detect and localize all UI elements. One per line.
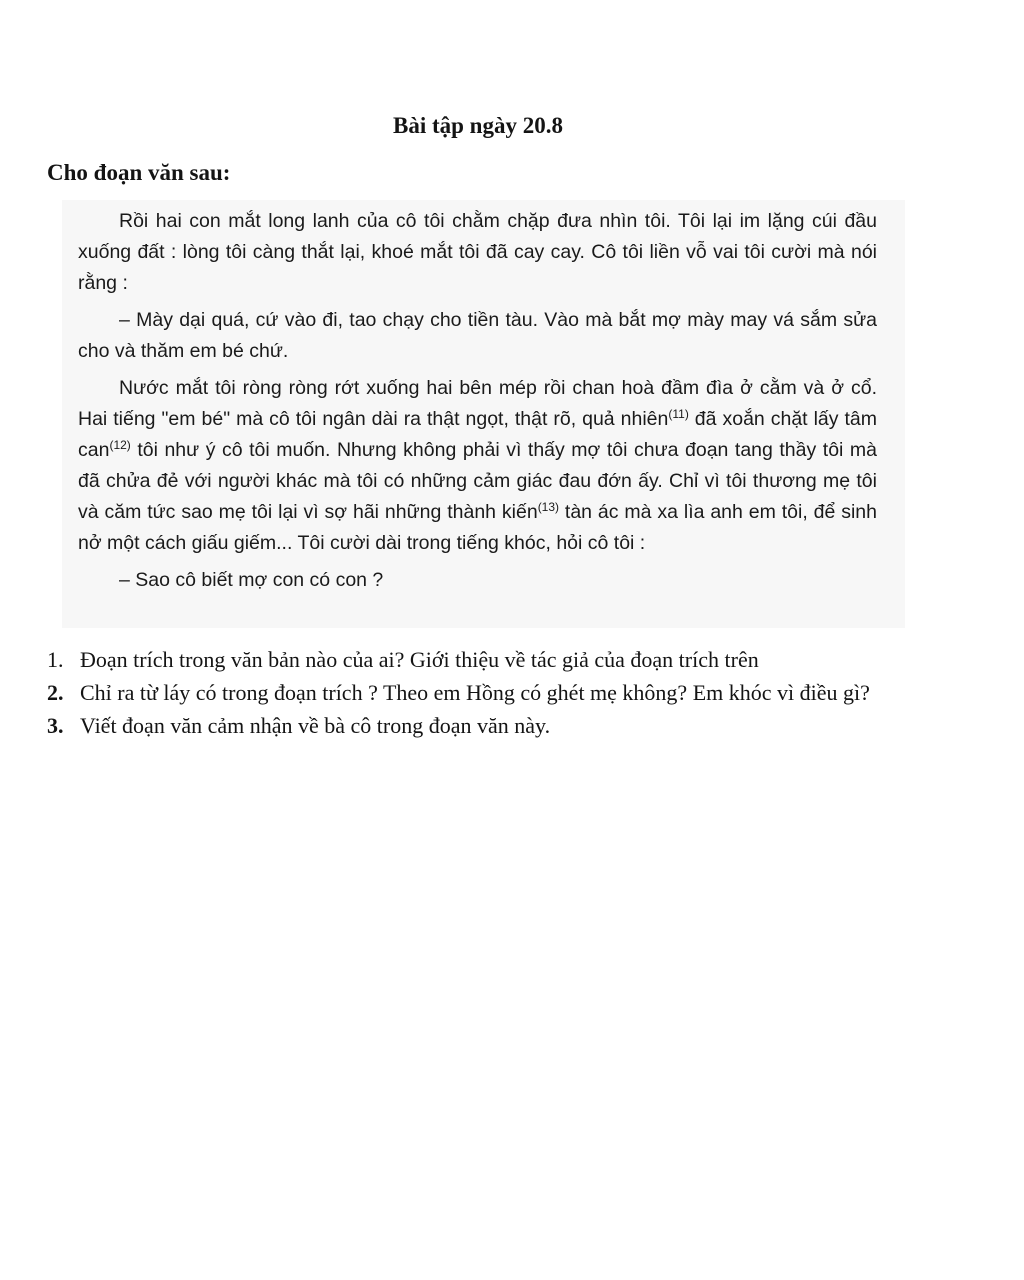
question-item	[47, 644, 907, 675]
footnote-marker: (13)	[537, 500, 560, 514]
excerpt-text: Nước mắt tôi ròng ròng rớt xuống hai bên mép rồi chan hoà đầm đìa ở cằm và ở cổ. Hai tiếng "em bé" mà cô tôi ngân dài ra thật ngọt, thật rõ, quả nhiên	[78, 377, 877, 430]
question-item	[47, 677, 907, 708]
excerpt-paragraph-1: Rồi hai con mắt long lanh của cô tôi chằm chặp đưa nhìn tôi. Tôi lại im lặng cúi đầu xuống đất : lòng tôi càng thắt lại, khoé mắt tôi đã cay cay. Cô tôi liền vỗ vai tôi cười mà nói rằng :	[78, 210, 877, 294]
question-text: Viết đoạn văn cảm nhận về bà cô trong đoạn văn này.	[80, 713, 551, 738]
question-list	[47, 644, 907, 743]
excerpt-paragraph-2: – Mày dại quá, cứ vào đi, tao chạy cho tiền tàu. Vào mà bắt mợ mày may vá sắm sửa cho và thăm em bé chứ.	[78, 309, 877, 362]
page-title: Bài tập ngày 20.8	[393, 113, 563, 138]
question-text: Đoạn trích trong văn bản nào của ai? Giới thiệu về tác giả của đoạn trích trên	[80, 647, 759, 672]
excerpt-block	[62, 200, 905, 628]
excerpt-text: tôi như ý cô tôi muốn. Nhưng không phải vì thấy mợ tôi chưa đoạn tang thầy tôi mà đã chửa đẻ với người khác mà tôi có những cảm giác đau đớn ấy. Chỉ vì tôi thương mẹ tôi và căm tức sao mẹ tôi lại vì sợ hãi những thành kiến	[78, 439, 877, 523]
footnote-marker: (12)	[109, 438, 131, 452]
footnote-marker: (11)	[668, 407, 689, 421]
excerpt-text: đã xoắn chặt lấy tâm can	[78, 408, 877, 461]
intro-heading: Cho đoạn văn sau:	[47, 160, 231, 185]
question-number: 3.	[47, 713, 64, 738]
question-number: 1.	[47, 647, 64, 672]
question-text: Chỉ ra từ láy có trong đoạn trích ? Theo em Hồng có ghét mẹ không? Em khóc vì điều gì?	[80, 680, 870, 705]
question-number: 2.	[47, 680, 64, 705]
excerpt-paragraph-3	[78, 373, 877, 559]
excerpt-paragraph-4: – Sao cô biết mợ con có con ?	[119, 569, 384, 591]
question-item	[47, 710, 907, 741]
excerpt-text: tàn ác mà xa lìa anh em tôi, để sinh nở một cách giấu giếm... Tôi cười dài trong tiếng khóc, hỏi cô tôi :	[78, 501, 877, 554]
